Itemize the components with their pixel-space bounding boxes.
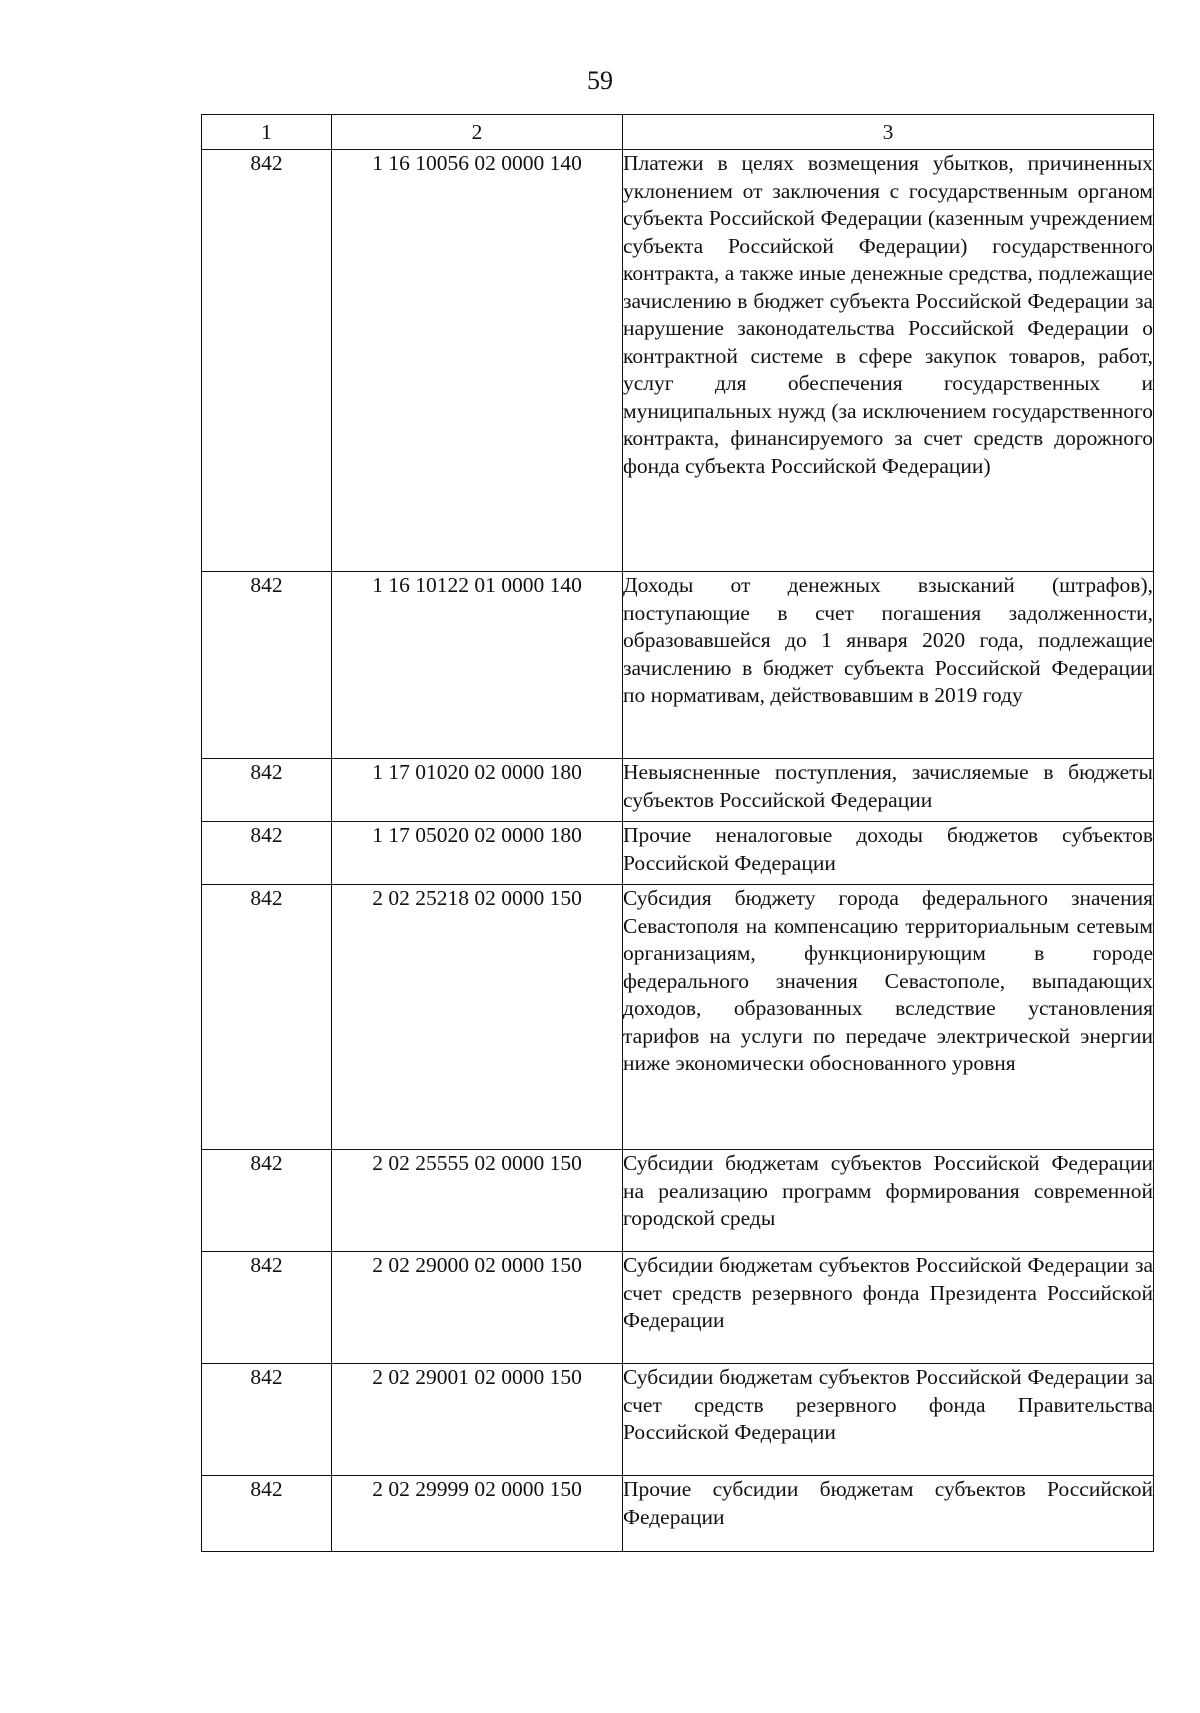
admin-code-cell: 842 — [202, 1252, 332, 1364]
budget-code-cell: 1 16 10056 02 0000 140 — [332, 150, 623, 572]
admin-code-cell: 842 — [202, 150, 332, 572]
income-name-cell: Субсидии бюджетам субъектов Российской Федерации на реализацию программ формирования современной городской среды — [623, 1150, 1154, 1252]
budget-code-cell: 2 02 29999 02 0000 150 — [332, 1476, 623, 1552]
income-name-cell: Прочие неналоговые доходы бюджетов субъектов Российской Федерации — [623, 822, 1154, 885]
admin-code-cell: 842 — [202, 572, 332, 759]
table-row — [202, 1476, 1154, 1552]
admin-code-cell: 842 — [202, 1364, 332, 1476]
income-name-cell: Платежи в целях возмещения убытков, причиненных уклонением от заключения с государственным органом субъекта Российской Федерации (казенным учреждением субъекта Российской Федерации) государственного контракта, а также иные денежные средства, подлежащие зачислению в бюджет субъекта Российской Федерации за нарушение законодательства Российской Федерации о контрактной системе в сфере закупок товаров, работ, услуг для обеспечения государственных и муниципальных нужд (за исключением государственного контракта, финансируемого за счет средств дорожного фонда субъекта Российской Федерации) — [623, 150, 1154, 572]
table-row — [202, 150, 1154, 572]
budget-code-cell: 1 17 01020 02 0000 180 — [332, 759, 623, 822]
admin-code-cell: 842 — [202, 1476, 332, 1552]
admin-code-cell: 842 — [202, 759, 332, 822]
income-name-cell: Субсидии бюджетам субъектов Российской Федерации за счет средств резервного фонда Правительства Российской Федерации — [623, 1364, 1154, 1476]
income-name-cell: Прочие субсидии бюджетам субъектов Российской Федерации — [623, 1476, 1154, 1552]
budget-code-cell: 2 02 29001 02 0000 150 — [332, 1364, 623, 1476]
budget-code-cell: 2 02 25218 02 0000 150 — [332, 885, 623, 1150]
table-row — [202, 1150, 1154, 1252]
income-name-cell: Доходы от денежных взысканий (штрафов), поступающие в счет погашения задолженности, образовавшейся до 1 января 2020 года, подлежащие зачислению в бюджет субъекта Российской Федерации по нормативам, действовавшим в 2019 году — [623, 572, 1154, 759]
column-header-2: 2 — [332, 115, 623, 150]
budget-code-cell: 1 16 10122 01 0000 140 — [332, 572, 623, 759]
table-row — [202, 572, 1154, 759]
table-row — [202, 1364, 1154, 1476]
budget-code-cell: 1 17 05020 02 0000 180 — [332, 822, 623, 885]
table-row — [202, 885, 1154, 1150]
page-number: 59 — [587, 66, 613, 95]
admin-code-cell: 842 — [202, 885, 332, 1150]
table-row — [202, 759, 1154, 822]
admin-code-cell: 842 — [202, 1150, 332, 1252]
table-row — [202, 1252, 1154, 1364]
budget-code-cell: 2 02 29000 02 0000 150 — [332, 1252, 623, 1364]
income-name-cell: Невыясненные поступления, зачисляемые в бюджеты субъектов Российской Федерации — [623, 759, 1154, 822]
column-header-3: 3 — [623, 115, 1154, 150]
admin-code-cell: 842 — [202, 822, 332, 885]
income-name-cell: Субсидия бюджету города федерального значения Севастополя на компенсацию территориальным сетевым организациям, функционирующим в городе федерального значения Севастополе, выпадающих доходов, образованных вследствие установления тарифов на услуги по передаче электрической энергии ниже экономически обоснованного уровня — [623, 885, 1154, 1150]
table-header-row — [202, 115, 1154, 150]
revenue-codes-table — [201, 114, 1154, 1552]
table-row — [202, 822, 1154, 885]
income-name-cell: Субсидии бюджетам субъектов Российской Федерации за счет средств резервного фонда Президента Российской Федерации — [623, 1252, 1154, 1364]
budget-code-cell: 2 02 25555 02 0000 150 — [332, 1150, 623, 1252]
column-header-1: 1 — [202, 115, 332, 150]
